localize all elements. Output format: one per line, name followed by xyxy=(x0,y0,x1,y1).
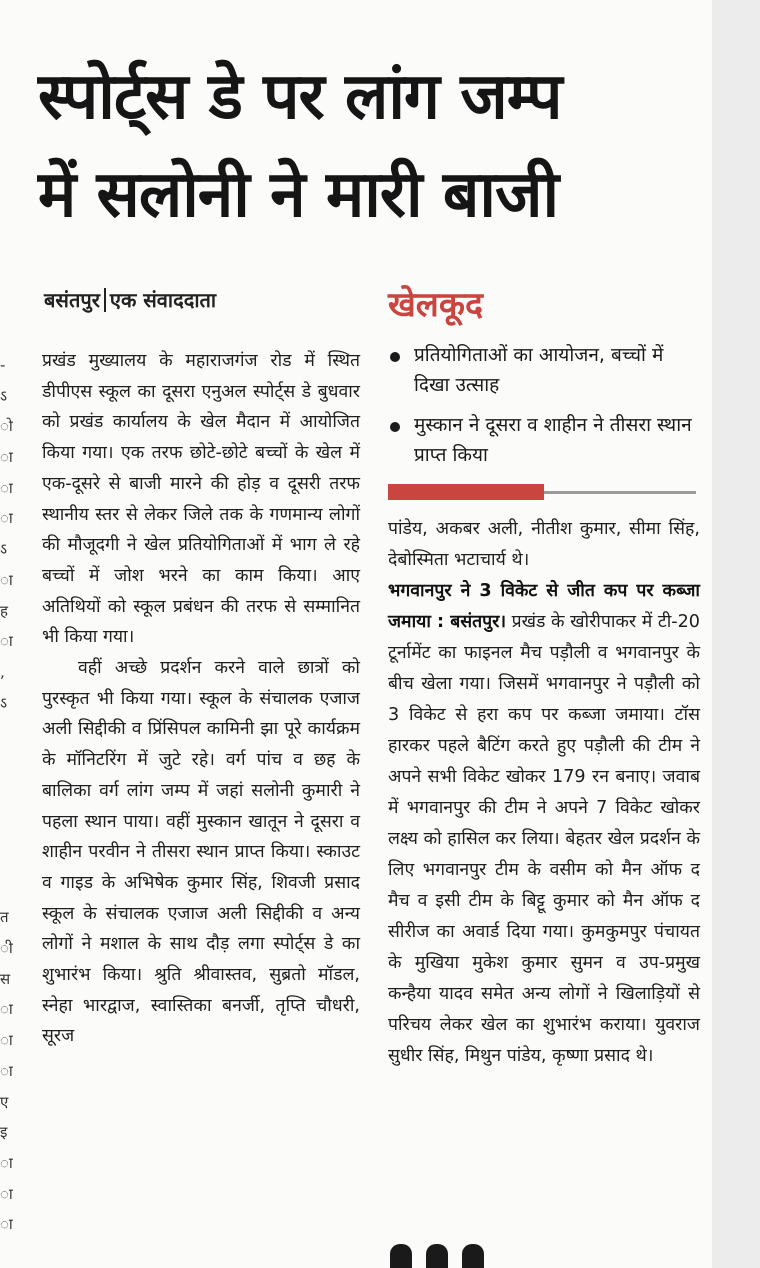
bullet-icon xyxy=(390,422,400,432)
glyph-fragment xyxy=(426,1244,448,1268)
cricket-paragraph xyxy=(388,576,700,1072)
cropped-char xyxy=(0,810,10,841)
next-headline-fragment xyxy=(390,1244,500,1268)
lead-paragraph: पांडेय, अकबर अली, नीतीश कुमार, सीमा सिंह, देबोस्मिता भटाचार्य थे। xyxy=(388,519,700,570)
cropped-char: त xyxy=(0,908,9,927)
cropped-previous-column xyxy=(0,350,13,1240)
cropped-char xyxy=(0,718,10,749)
section-kicker: खेलकूद xyxy=(388,285,484,325)
headline-line-2: में सलोनी ने मारी बाजी xyxy=(38,158,559,232)
glyph-fragment xyxy=(390,1244,412,1268)
paragraph-1: प्रखंड मुख्यालय के महाराजगंज रोड में स्थित डीपीएस स्कूल का दूसरा एनुअल स्पोर्ट्स डे बुधवार को प्रखंड कार्यालय के खेल मैदान में आयोजित किया गया। एक तरफ छोटे-छोटे बच्चों के खेल में एक-दूसरे से बाजी मारने की होड़ व दूसरी तरफ स्थानीय स्तर से लेकर जिले तक के गणमान्य लोगों की मौजूदगी ने खेल प्रतियोगिताओं में भाग ले रहे बच्चों में जोश भरने का काम किया। आए अतिथियों को स्कूल प्रबंधन की तरफ से सम्मानित भी किया गया। xyxy=(42,351,360,648)
cropped-char: ा xyxy=(0,1061,13,1080)
cropped-char: स xyxy=(0,969,11,988)
cropped-char: - xyxy=(0,356,6,374)
subhead: भगवानपुर ने 3 विकेट से जीत कप पर कब्जा जमाया : बसंतपुर। xyxy=(388,581,700,632)
cropped-char: ा xyxy=(0,1153,13,1172)
cropped-char: ए xyxy=(0,1092,9,1111)
cropped-char: ा xyxy=(0,1184,13,1203)
cricket-body: प्रखंड के खोरीपाकर में टी-20 टूर्नामेंट का फाइनल मैच पड़ौली व भगवानपुर के बीच खेला गया। जिसमें भगवानपुर ने पड़ौली को 3 विकेट से हरा कप पर कब्जा जमाया। टॉस हारकर पहले बैटिंग करते हुए पड़ौली की टीम ने अपने सभी विकेट खोकर 179 रन बनाए। जवाब में भगवानपुर की टीम ने अपने 7 विकेट खोकर लक्ष्य को हासिल कर लिया। बेहतर खेल प्रदर्शन के लिए भगवानपुर टीम के वसीम को मैन ऑफ द मैच व इसी टीम के बिट्टू कुमार को मैन ऑफ द सीरीज का अवार्ड दिया गया। कुमकुमपुर पंचायत के मुखिया मुकेश कुमार सुमन व उप-प्रमुख कन्हैया यादव समेत अन्य लोगों ने खिलाड़ियों से परिचय लेकर खेल का शुभारंभ कराया। युवराज सुधीर सिंह, मिथुन पांडेय, कृष्णा प्रसाद थे। xyxy=(388,612,700,1066)
cropped-char xyxy=(0,841,10,872)
cropped-char: ा xyxy=(0,448,13,467)
cropped-char: ी xyxy=(0,939,13,958)
section-rule-accent xyxy=(388,484,544,500)
cropped-char: ऽ xyxy=(0,386,8,405)
dateline-reporter: एक संवाददाता xyxy=(109,288,217,312)
cropped-char: ा xyxy=(0,478,13,497)
cropped-char: ऽ xyxy=(0,540,8,559)
cropped-char: ा xyxy=(0,570,13,589)
dateline-separator xyxy=(104,288,106,312)
cropped-char xyxy=(0,749,10,780)
highlight-item xyxy=(388,340,698,400)
highlights-list xyxy=(388,340,698,480)
page-margin xyxy=(712,0,760,1268)
article-column-1 xyxy=(42,346,360,1052)
dateline-place: बसंतपुर xyxy=(44,288,100,312)
article-column-2 xyxy=(388,514,700,1072)
highlight-text: प्रतियोगिताओं का आयोजन, बच्चों में दिखा उत्साह xyxy=(414,344,664,396)
cropped-char: ा xyxy=(0,1000,13,1019)
dateline xyxy=(44,286,216,313)
glyph-fragment xyxy=(462,1244,484,1268)
highlight-item xyxy=(388,410,698,470)
cropped-char xyxy=(0,872,10,903)
cropped-char: ऽ xyxy=(0,693,8,712)
cropped-char: ा xyxy=(0,632,13,651)
cropped-char: ह xyxy=(0,601,8,620)
cropped-char: ा xyxy=(0,509,13,528)
bullet-icon xyxy=(390,352,400,362)
highlight-text: मुस्कान ने दूसरा व शाहीन ने तीसरा स्थान प्राप्त किया xyxy=(414,414,692,466)
cropped-char xyxy=(0,780,10,811)
cropped-char: ा xyxy=(0,1215,13,1234)
cropped-char: ो xyxy=(0,417,13,436)
cropped-char: इ xyxy=(0,1123,8,1142)
cropped-char: , xyxy=(0,662,5,681)
cropped-char: ा xyxy=(0,1031,13,1050)
headline xyxy=(38,48,688,244)
paragraph-2: वहीं अच्छे प्रदर्शन करने वाले छात्रों को पुरस्कृत भी किया गया। स्कूल के संचालक एजाज अली सिद्दीकी व प्रिंसिपल कामिनी झा पूरे कार्यक्रम के मॉनिटरिंग में जुटे रहे। वर्ग पांच व छह के बालिका वर्ग लांग जम्प में जहां सलोनी कुमारी ने पहला स्थान पाया। वहीं मुस्कान खातून ने दूसरा व शाहीन परवीन ने तीसरा स्थान प्राप्त किया। स्काउट व गाइड के अभिषेक कुमार सिंह, शिवजी प्रसाद स्कूल के संचालक एजाज अली सिद्दीकी व अन्य लोगों ने मशाल के साथ दौड़ लगा स्पोर्ट्स डे का शुभारंभ किया। श्रुति श्रीवास्तव, सुब्रतो मॉडल, स्नेहा भारद्वाज, स्वास्तिका बनर्जी, तृप्ति चौधरी, सूरज xyxy=(42,658,360,1047)
section-rule xyxy=(544,491,696,494)
headline-line-1: स्पोर्ट्स डे पर लांग जम्प xyxy=(38,60,562,134)
